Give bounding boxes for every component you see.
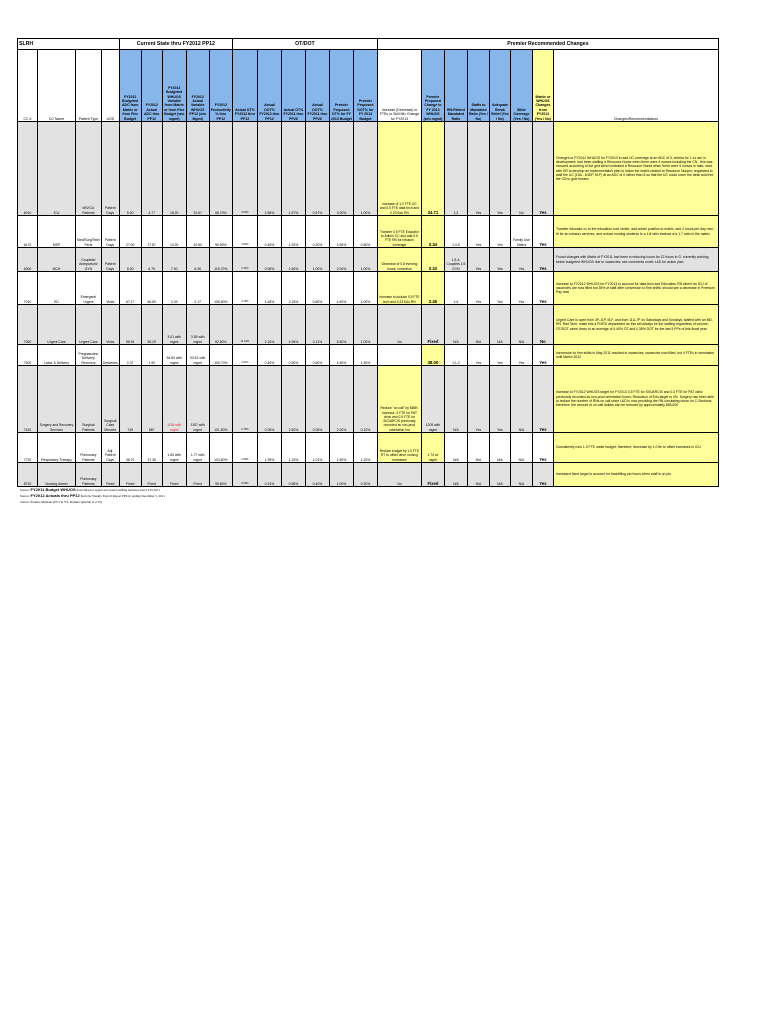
cell-actual-dot-2012: 1.48% (257, 272, 281, 305)
cell-actual-adc: 27.87 (141, 216, 162, 248)
cell-changes-recommendations: Transfer educator cc to the education cost center, add admin position to matrix, add 4 hours per day mon - fri for an infusion services, and reduce nursing students to a 1:8 ratio instead of a 1:7 ratio in the matrix (553, 216, 718, 248)
cell-staffs-to-ratio: Yes (467, 345, 489, 366)
cell-productivity: 115.70% (209, 248, 232, 272)
cell-patient-type: Surgical Patients (76, 366, 102, 433)
cell-proposed-dot: 1.00% (353, 248, 377, 272)
cell-proposed-ot: 4.50% (329, 272, 353, 305)
cell-cc-number: 6170 (18, 216, 38, 248)
cell-budgeted-whuos: 18.20 (162, 122, 186, 216)
cell-proposed-dot: 0.30% (353, 463, 377, 487)
cell-budgeted-whuos: 10.20 (162, 216, 186, 248)
cell-fte-change: Decrease of 0.8 evening hours; correction (377, 248, 421, 272)
cell-break-relief: Yes (489, 248, 510, 272)
cell-actual-dot-2012: 0.40% (257, 345, 281, 366)
cell-proposed-whuos: Fixed (421, 305, 444, 345)
cell-actual-whuos: 20.67 (186, 122, 209, 216)
cell-actual-ot-2012: 3.90% (232, 216, 257, 248)
cell-budgeted-whuos: 2.33 (162, 272, 186, 305)
cell-actual-dot-2012: 0.08% (257, 366, 281, 433)
cell-break-relief: Yes (489, 272, 510, 305)
cell-actual-dot-2012: 2.58% (257, 122, 281, 216)
cell-actual-ot-2011: 1.92% (281, 216, 305, 248)
cell-rn-ratio: N/A (444, 305, 467, 345)
cell-actual-dot-2012: 0.45% (257, 216, 281, 248)
cell-changes-recommendations: Changes to FY2012 WHUOS for FY2013 to add UC coverage at an ADC of 0; criteria for 1:1s are in development; had been staffing a Resource Nurse when there were 4 nurses including the CN - this was incurred according to the grid which indicated a Resource Nurse when there were 5 nurses in ratio; work with HR to develop an implementation plan to follow the matrix related to Resource Nurses; requested to staff the UC (10A - 8:30P, M-F) at an ADC of 0 rather than 8 so that the UC could cover the desk and free the CN to give breaks (553, 122, 718, 216)
cell-actual-ot-2012: 1.69% (232, 433, 257, 463)
staffing-table (17, 38, 719, 487)
cell-break-relief: N/A (489, 305, 510, 345)
cell-fte-change: No (377, 463, 421, 487)
cell-sitter-coverage: N/A (510, 463, 532, 487)
cell-uos: Patient Days (101, 122, 119, 216)
cell-actual-whuos: 2.17 (186, 272, 209, 305)
cell-rn-ratio: 1:2 (444, 122, 467, 216)
cell-patient-type: Couplets/ Antepartum/ GYN (76, 248, 102, 272)
cell-actual-adc: 37.35 (141, 433, 162, 463)
cell-actual-adc: 55.29 (141, 305, 162, 345)
cell-actual-ot-2011: 4.96% (281, 305, 305, 345)
col-header-changes-recommendations: Changes/Recommendations (553, 50, 718, 122)
cell-productivity: 103.60% (209, 433, 232, 463)
cell-matrix-changes: Yes (532, 433, 553, 463)
cell-sitter-coverage: Yes (510, 345, 532, 366)
cell-budgeted-adc: 56.94 (119, 305, 141, 345)
cell-sitter-coverage: No (510, 122, 532, 216)
cell-actual-dot-2012: 2.16% (257, 305, 281, 345)
cell-proposed-ot: 4.50% (329, 345, 353, 366)
cell-actual-dot-2011: 1.00% (305, 248, 329, 272)
cell-break-relief: Yes (489, 345, 510, 366)
cell-actual-ot-2011: 1.15% (281, 433, 305, 463)
cell-cc-number: 7400 (18, 345, 38, 366)
cell-actual-whuos: 6.36 (186, 248, 209, 272)
cell-fte-change: Increase to include 0.5 FTE tech and 0.23 Edu RN (377, 272, 421, 305)
cell-proposed-whuos: 2.45 (421, 272, 444, 305)
cell-staffs-to-ratio: N/A (467, 305, 489, 345)
table-row (18, 248, 719, 272)
cell-fte-change: No (377, 305, 421, 345)
cell-budgeted-adc: 67.17 (119, 272, 141, 305)
cell-changes-recommendations: Consistently runs 1.0 FTE under budget; therefore, decrease by 1.0 fte to offset increases in ICU (553, 433, 718, 463)
cell-fte-change (377, 345, 421, 366)
ot-dot-group-header: OT/DOT (232, 39, 377, 50)
cell-uos: Fixed (101, 463, 119, 487)
cell-staffs-to-ratio: Yes (467, 248, 489, 272)
cell-productivity: 82.80% (209, 305, 232, 345)
cell-proposed-dot: 1.00% (353, 122, 377, 216)
cell-actual-dot-2011: 0.05% (305, 366, 329, 433)
col-header-sitter-coverage: Sitter Coverage (Yes / No) (510, 50, 532, 122)
cell-fte-change: Reduce "on call" by $65K; Increase .3 FTE for PAT clinic and 0.5 FTE for SIG/ARCIS previously recorded as non-prod orientation hrs (377, 366, 421, 433)
footnote-source: FY2011 Budget WHUOS (30, 487, 76, 492)
footnote-label: Source: (20, 488, 30, 492)
cell-cc-name: MSP (38, 216, 76, 248)
cell-budgeted-adc: 27.00 (119, 216, 141, 248)
cell-patient-type: Pulmonary Patients (76, 463, 102, 487)
column-header-row (18, 50, 719, 122)
cell-sitter-coverage: N/A (510, 366, 532, 433)
cell-changes-recommendations: Urgent Care is open from 3P-11P, M-F, and from 11A-7P on Saturdays and Sundays; staffed with an MD, RN, Rad Tech; make this a FIXED department as this will always be the staffing regardless of volume; OT/DOT came down to an average of 4.40% OT and 0.38% DOT for the last 5 PPs of this fiscal year (553, 305, 718, 345)
cell-actual-ot-2012: 3.60% (232, 122, 257, 216)
cell-rn-ratio: 1:1-2 (444, 345, 467, 366)
cell-patient-type: MS/ICU Patients (76, 122, 102, 216)
cell-matrix-changes: Yes (532, 248, 553, 272)
cell-actual-ot-2011: 0.50% (281, 345, 305, 366)
col-header-actual-adc: FY2012 Actual ADC thru PP12 (141, 50, 162, 122)
cell-break-relief: N/A (489, 463, 510, 487)
cell-budgeted-whuos: 3.01 with mgmt (162, 305, 186, 345)
cell-cc-name: Urgent Care (38, 305, 76, 345)
cell-budgeted-whuos: 7.00 (162, 248, 186, 272)
cell-actual-ot-2011: 1.57% (281, 122, 305, 216)
col-header-actual-ot-2012: Actual OT% FY2012 thru PP12 (232, 50, 257, 122)
cell-rn-ratio: 1:4 (444, 272, 467, 305)
cell-proposed-ot: 2.50% (329, 216, 353, 248)
cell-cc-name: ICU (38, 122, 76, 216)
cell-break-relief: Yes (489, 122, 510, 216)
cell-staffs-to-ratio: N/A (467, 433, 489, 463)
cell-proposed-ot: 5.50% (329, 305, 353, 345)
col-header-rn-ratio: RN:Patient Mandated Ratio (444, 50, 467, 122)
footnotes (20, 487, 350, 506)
col-header-budgeted-adc: FY2012 Budgeted ADC from Matrix or from Flex Budget (119, 50, 141, 122)
cell-actual-dot-2012: 0.31% (257, 463, 281, 487)
col-header-proposed-ot: Premier Proposed OT% for FY 2013 Budget (329, 50, 353, 122)
col-header-uos: UOS (101, 50, 119, 122)
cell-cc-name: Nursing Admin (38, 463, 76, 487)
cell-sitter-coverage: Yes (510, 272, 532, 305)
cell-productivity: 100.70% (209, 345, 232, 366)
cell-rn-ratio: N/A (444, 366, 467, 433)
cell-proposed-whuos: 38.00 (421, 345, 444, 366)
col-header-actual-dot-2011: Actual DOT% FY2011 thru PP26 (305, 50, 329, 122)
cell-actual-ot-2012: 4.31% (232, 345, 257, 366)
cell-actual-adc: Fixed (141, 463, 162, 487)
cell-proposed-ot: 1.50% (329, 433, 353, 463)
cell-matrix-changes: Yes (532, 366, 553, 433)
cell-actual-adc: 4.77 (141, 122, 162, 216)
cell-cc-number: 7420 (18, 366, 38, 433)
col-header-patient-type: Patient Type (76, 50, 102, 122)
cell-actual-dot-2011: 0.67% (305, 122, 329, 216)
cell-matrix-changes: Yes (532, 122, 553, 216)
cell-actual-adc: 66.80 (141, 272, 162, 305)
col-header-cc-name: CC Name (38, 50, 76, 122)
cell-staffs-to-ratio: Yes (467, 216, 489, 248)
cell-uos: Patient Days (101, 216, 119, 248)
cell-patient-type: Emergent/ Urgent (76, 272, 102, 305)
cell-proposed-dot: 1.20% (353, 433, 377, 463)
cell-staffs-to-ratio: Yes (467, 366, 489, 433)
cell-uos: Adj. Patient Days (101, 433, 119, 463)
table-row (18, 305, 719, 345)
cell-actual-whuos: 3.55 with mgmt (186, 305, 209, 345)
cell-budgeted-adc: 2.37 (119, 345, 141, 366)
cell-actual-dot-2012: 1.39% (257, 433, 281, 463)
current-state-group-header: Current State thru FY2012 PP12 (119, 39, 232, 50)
cell-cc-name: Labor & Delivery (38, 345, 76, 366)
cell-break-relief: Yes (489, 366, 510, 433)
cell-productivity: 105.60% (209, 272, 232, 305)
cell-proposed-dot: 0.10% (353, 366, 377, 433)
cell-actual-whuos: 1.77 with mgmt (186, 433, 209, 463)
col-header-proposed-dot: Premier Proposed DOT% for FY 2013 Budget (353, 50, 377, 122)
cell-cc-name: Surgery and Recovery Services (38, 366, 76, 433)
cell-productivity: 88.70% (209, 122, 232, 216)
cell-actual-ot-2011: 2.50% (281, 366, 305, 433)
cell-actual-dot-2011: 1.01% (305, 433, 329, 463)
cell-fte-change: Increase of 1.0 FTE UC and 0.5 FTE data tech and 0.23 Edu RN (377, 122, 421, 216)
cell-matrix-changes: No (532, 305, 553, 345)
cell-cc-number: 6010 (18, 122, 38, 216)
cell-uos: Visits (101, 305, 119, 345)
col-header-actual-whuos: FY2012 Actual Variable WHUOS PP12 (w/o Mgmt) (186, 50, 209, 122)
cell-actual-dot-2011: 0.80% (305, 272, 329, 305)
col-header-productivity: FY2012 Productivity % thru PP12 (209, 50, 232, 122)
cell-actual-dot-2012: 0.08% (257, 248, 281, 272)
table-row (18, 433, 719, 463)
group-header-row (18, 39, 719, 50)
cell-proposed-ot: 3.00% (329, 122, 353, 216)
cell-matrix-changes: Yes (532, 345, 553, 366)
cell-actual-ot-2011: 1.60% (281, 248, 305, 272)
cell-actual-whuos: Fixed (186, 463, 209, 487)
cell-changes-recommendations: Found changes with Matrix of FY2011 had been in reducing hours for 12 hours in G. currently working below budgeted WHUOS due to vacancies; see comments under L&D for action plan (553, 248, 718, 272)
cell-proposed-whuos: 1209 with mgmt (421, 366, 444, 433)
cell-proposed-ot: 1.00% (329, 463, 353, 487)
cell-actual-ot-2011: 2.15% (281, 272, 305, 305)
site-label: SLRH (18, 39, 120, 50)
cell-actual-dot-2011: 0.11% (305, 305, 329, 345)
cell-budgeted-adc: 8.00 (119, 248, 141, 272)
cell-budgeted-whuos: 94.60 with mgmt (162, 345, 186, 366)
cell-actual-dot-2011: 0.40% (305, 463, 329, 487)
cell-productivity: 95.80% (209, 463, 232, 487)
cell-actual-ot-2012: 4.76% (232, 272, 257, 305)
cell-cc-name: ED (38, 272, 76, 305)
cell-proposed-whuos: 0.33 (421, 248, 444, 272)
cell-changes-recommendations: conversion to firm shifts in May 2011 resulted in vacancies; vacancies now filled, but 4 FTEs in orientation until March 2012 (553, 345, 718, 366)
cell-actual-ot-2012: 1.75% (232, 366, 257, 433)
footnote-text: from Director approved revised staffing matrices dated 3.25.2011 (76, 488, 160, 492)
table-row (18, 216, 719, 248)
cell-actual-ot-2012: 0.00% (232, 463, 257, 487)
cell-cc-number: 7060 (18, 305, 38, 345)
cell-changes-recommendations: Increase to FY2012 WHUOS target for FY2013 0.5 FTE for SIG/ARCIS and 0.3 FTE for PAT clinic previously recorded as non-prod orientation hours; Reduction of Edu target to 4%. Surgery has been able to reduce the number of RNs on call since L&D is now providing the RN circulating nurse on C-Sections; therefore, the amount of on-call dollars can be reduced by approximately $65,000 (553, 366, 718, 433)
cell-rn-ratio: 1:3-4; Couplets 1:5 GYN (444, 248, 467, 272)
col-header-actual-ot-2011: Actual OT% FY2011 thru PP26 (281, 50, 305, 122)
cell-uos: Deliveries (101, 345, 119, 366)
cell-cc-name: MCH (38, 248, 76, 272)
cell-proposed-dot: 1.00% (353, 305, 377, 345)
cell-budgeted-adc: 36.70 (119, 433, 141, 463)
cell-sitter-coverage: N/A (510, 305, 532, 345)
cell-patient-type: Pulmonary Patients (76, 433, 102, 463)
table-row (18, 122, 719, 216)
cell-cc-number: 6300 (18, 248, 38, 272)
cell-rn-ratio: N/A (444, 433, 467, 463)
cell-matrix-changes: Yes (532, 463, 553, 487)
cell-proposed-whuos: 24.71 (421, 122, 444, 216)
cell-matrix-changes: Yes (532, 216, 553, 248)
cell-proposed-ot: 2.00% (329, 248, 353, 272)
cell-staffs-to-ratio: Yes (467, 122, 489, 216)
cell-productivity: 96.90% (209, 216, 232, 248)
cell-changes-recommendations: Increase to FY2012 WHUOS for FY2013 to account for data tech and Education RN where an ICU of vacancies are now filled but 35% of staff after conversion to firm shifts; should see a decrease in Premium Pay now (553, 272, 718, 305)
cell-budgeted-whuos: 1.84 with mgmt (162, 433, 186, 463)
cell-actual-dot-2011: 0.20% (305, 216, 329, 248)
col-header-proposed-whuos: Premier Proposed Change to FY 2013 WHUOS (w/o mgmt) (421, 50, 444, 122)
cell-budgeted-adc: 5.00 (119, 122, 141, 216)
cell-budgeted-whuos: 1155 with mgmt (162, 366, 186, 433)
table-row (18, 463, 719, 487)
cell-actual-whuos: 10.50 (186, 216, 209, 248)
cell-uos: Surgical Case Minutes (101, 366, 119, 433)
cell-sitter-coverage: Family Use Sitters (510, 216, 532, 248)
cell-cc-name: Respiratory Therapy (38, 433, 76, 463)
cell-sitter-coverage: Yes (510, 248, 532, 272)
cell-staffs-to-ratio: Yes (467, 272, 489, 305)
cell-proposed-whuos: 0.34 (421, 216, 444, 248)
table-row (18, 366, 719, 433)
cell-proposed-dot: 0.50% (353, 216, 377, 248)
cell-actual-ot-2011: 0.58% (281, 463, 305, 487)
cell-staffs-to-ratio: N/A (467, 463, 489, 487)
cell-actual-ot-2012: 11.44% (232, 305, 257, 345)
col-header-cc-number: CC # (18, 50, 38, 122)
col-header-break-relief: Adequate Break Relief (Yes / No) (489, 50, 510, 122)
cell-productivity: 101.80% (209, 366, 232, 433)
cell-cc-number: 7010 (18, 272, 38, 305)
cell-actual-dot-2011: 0.60% (305, 345, 329, 366)
table-body (18, 122, 719, 487)
cell-proposed-whuos: Fixed (421, 463, 444, 487)
staffing-spreadsheet (17, 38, 719, 487)
footnote-source: FY2012 Actuals thru PP12 (30, 493, 80, 499)
col-header-staffs-to-ratio: Staffs to Mandated Ratio (Yes / No) (467, 50, 489, 122)
cell-proposed-ot: 2.00% (329, 366, 353, 433)
col-header-actual-dot-2012: Actual DOT% FY2012 thru PP12 (257, 50, 281, 122)
footnote-text: Premier Medians (PT's in 5%, Premier Quartile at 2.33) (30, 500, 102, 505)
cell-changes-recommendations: Increased fixed target to account for backfilling pto hours when staff is on pto (553, 463, 718, 487)
footnote-label: Source: (20, 494, 30, 499)
cell-cc-number: 7720 (18, 433, 38, 463)
cell-rn-ratio: 1:4-5 (444, 216, 467, 248)
cell-actual-adc: 1.90 (141, 345, 162, 366)
cell-budgeted-whuos: Fixed (162, 463, 186, 487)
cell-patient-type: Med/Surg/Tele/ Peds (76, 216, 102, 248)
cell-break-relief: Yes (489, 216, 510, 248)
cell-uos: Patient Days (101, 248, 119, 272)
cell-fte-change: Transfer 0.5 FTE Educator to Admin CC and add 0.5 FTE RN for infusion coverage (377, 216, 421, 248)
col-header-matrix-changes: Matrix or WHUOS Changes from FY2012 (Yes / No) (532, 50, 553, 122)
col-header-budgeted-whuos: FY2012 Budgeted WHUOS Variable from Matrix or from Flex Budget (w/o mgmt) (162, 50, 186, 122)
cell-actual-ot-2012: 2.11% (232, 248, 257, 272)
footnote-label: Source: (20, 500, 30, 505)
cell-rn-ratio: N/A (444, 463, 467, 487)
footnote-text: from the Weekly Payroll Report PP#12, ending December 5, 2011 (80, 494, 165, 499)
cell-actual-adc: 687 (141, 366, 162, 433)
cell-patient-type: Urgent Care (76, 305, 102, 345)
cell-proposed-dot: 1.00% (353, 272, 377, 305)
cell-proposed-whuos: 1.74 w/ mgmt (421, 433, 444, 463)
cell-actual-whuos: 93.51 with mgmt (186, 345, 209, 366)
cell-budgeted-adc: 749 (119, 366, 141, 433)
cell-cc-number: 8720 (18, 463, 38, 487)
cell-patient-type: Pregnancies/ Delivery/ Recovery (76, 345, 102, 366)
cell-break-relief: N/A (489, 433, 510, 463)
cell-fte-change: Reduce budget by 1.0 FTE RT to offset other nursing increases (377, 433, 421, 463)
cell-proposed-dot: 1.50% (353, 345, 377, 366)
table-row (18, 272, 719, 305)
premier-group-header: Premier Recommended Changes (377, 39, 718, 50)
cell-matrix-changes: Yes (532, 272, 553, 305)
cell-uos: Visits (101, 272, 119, 305)
cell-actual-adc: 6.79 (141, 248, 162, 272)
footnote (20, 499, 350, 505)
col-header-fte-change: Increase (Decrease) in FTEs or Skill Mix Change for FY2013 (377, 50, 421, 122)
cell-actual-whuos: 1157 with mgmt (186, 366, 209, 433)
table-row (18, 345, 719, 366)
cell-sitter-coverage: N/A (510, 433, 532, 463)
cell-budgeted-adc: Fixed (119, 463, 141, 487)
